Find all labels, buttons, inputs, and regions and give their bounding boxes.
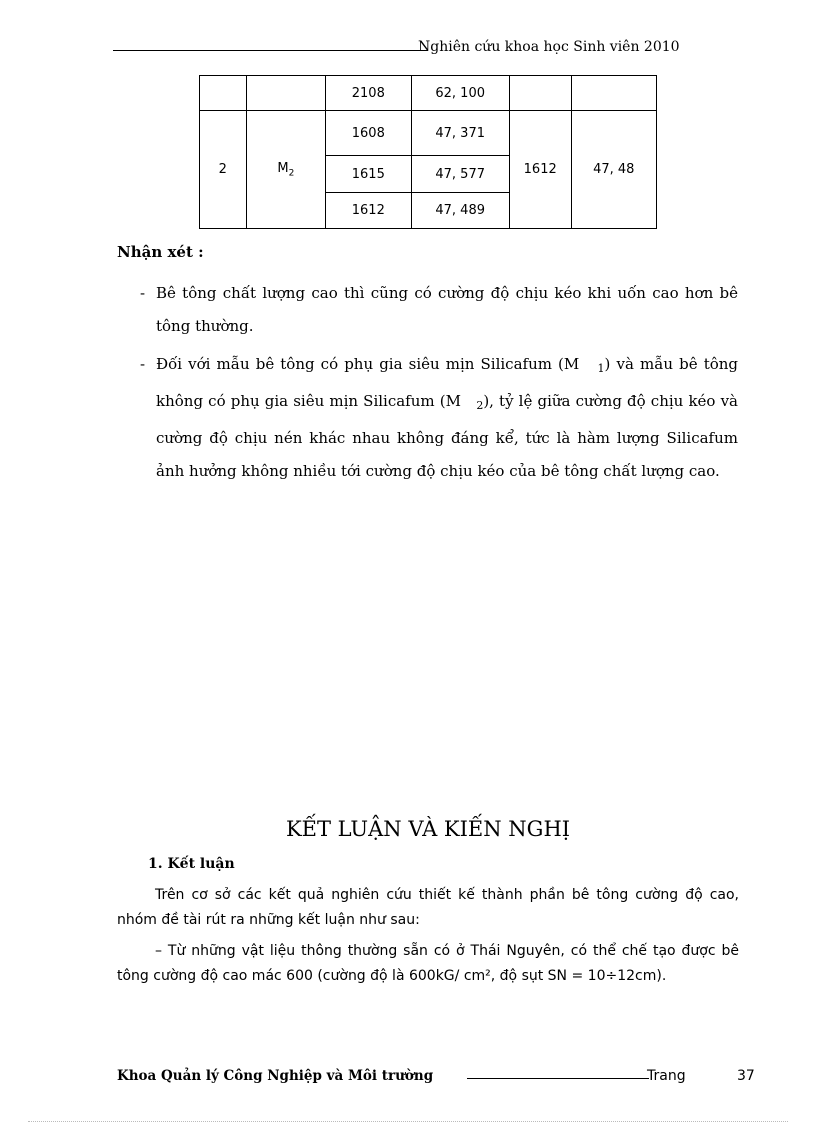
- subscript: 1: [597, 362, 605, 375]
- sample-subscript: 2: [288, 168, 295, 179]
- footer-page-label: Trang: [647, 1068, 686, 1084]
- page-bottom-border: [28, 1121, 788, 1122]
- footer-rule: [467, 1078, 649, 1079]
- header-rule: [113, 50, 428, 51]
- remark-text-1: Bê tông chất lượng cao thì cũng có cường độ chịu kéo khi uốn cao hơn bê tông thường.: [156, 284, 738, 335]
- remark-text-part: ) và mẫu bê tông không có phụ gia siêu mịn Silicafum (M: [156, 355, 739, 410]
- table-cell-avg-value: 1612: [509, 111, 571, 229]
- table-cell-value: 1612: [326, 193, 412, 229]
- table-cell: [509, 76, 571, 111]
- table-cell-strength: 47, 371: [411, 111, 509, 156]
- table-cell-index: 2: [200, 111, 247, 229]
- table-cell-value: 1615: [326, 156, 412, 193]
- sample-label: M: [277, 160, 289, 176]
- bullet-dash: -: [140, 355, 146, 373]
- section-heading: KẾT LUẬN VÀ KIẾN NGHỊ: [285, 817, 571, 841]
- remark-text-part: Đối với mẫu bê tông có phụ gia siêu mịn Silicafum (M: [156, 355, 580, 373]
- footer-page-number: 37: [737, 1068, 755, 1084]
- remarks-title: Nhận xét :: [117, 243, 204, 261]
- remark-bullet-1: [140, 277, 738, 343]
- table-cell-value: 2108: [326, 76, 412, 111]
- remark-text-part: ), tỷ lệ giữa cường độ chịu kéo và cường độ chịu nén khác nhau không đáng kể, tức là hàm lượng Silicafum ảnh hưởng không nhiều tới cường độ chịu kéo của bê tông chất lượng cao.: [156, 392, 738, 480]
- remark-bullet-2: [140, 348, 738, 488]
- table-cell-sample: [246, 111, 325, 229]
- table-cell-strength: 47, 489: [411, 193, 509, 229]
- running-header: Nghiên cứu khoa học Sinh viên 2010: [418, 39, 680, 55]
- table-cell-strength: 62, 100: [411, 76, 509, 111]
- table-cell-value: 1608: [326, 111, 412, 156]
- footer-faculty: Khoa Quản lý Công Nghiệp và Môi trường: [117, 1068, 434, 1084]
- table-row: [200, 111, 657, 156]
- table-cell: [200, 76, 247, 111]
- table-cell-avg-strength: 47, 48: [571, 111, 656, 229]
- table-row: [200, 76, 657, 111]
- paragraph-2: – Từ những vật liệu thông thường sẵn có ở Thái Nguyên, có thể chế tạo được bê tông cường độ cao mác 600 (cường độ là 600kG/ cm², độ sụt SN = 10÷12cm).: [117, 943, 739, 984]
- table-cell: [246, 76, 325, 111]
- bullet-dash: -: [140, 284, 146, 302]
- table-cell-strength: 47, 577: [411, 156, 509, 193]
- subscript: 2: [476, 399, 484, 412]
- results-table: [199, 75, 657, 229]
- paragraph-1: Trên cơ sở các kết quả nghiên cứu thiết kế thành phần bê tông cường độ cao, nhóm đề tài rút ra những kết luận như sau:: [117, 887, 739, 928]
- remark-text-2: [156, 348, 738, 488]
- subsection-heading: 1. Kết luận: [148, 856, 235, 872]
- table-cell: [571, 76, 656, 111]
